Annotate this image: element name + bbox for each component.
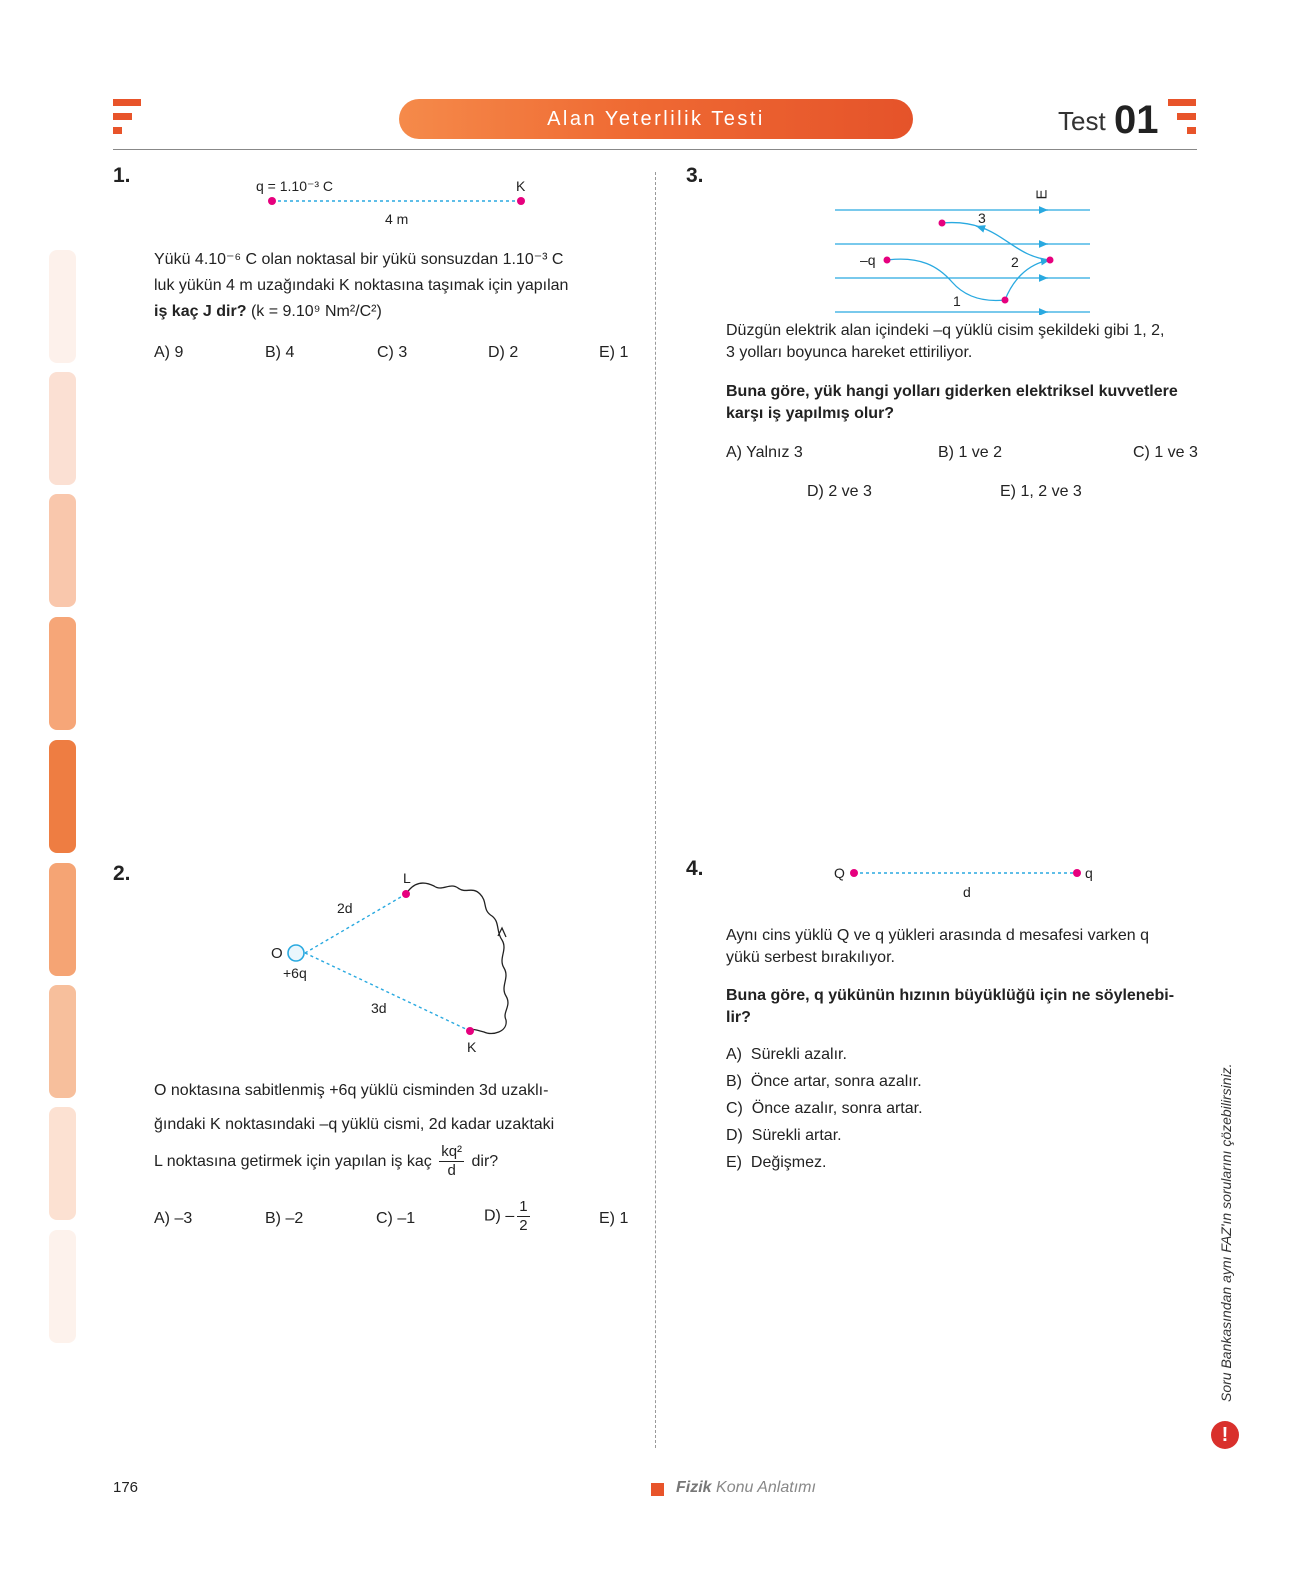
q4-option-b[interactable]: B) Önce artar, sonra azalır. <box>726 1073 922 1090</box>
test-number: 01 <box>1114 98 1159 142</box>
q2-option-c[interactable]: C) –1 <box>376 1210 416 1227</box>
q4-option-c[interactable]: C) Önce azalır, sonra artar. <box>726 1100 923 1117</box>
q3-fig-charge-label: –q <box>860 252 876 268</box>
q1-fig-charge-label: q = 1.10⁻³ C <box>256 178 334 194</box>
footer-square-icon <box>651 1483 664 1496</box>
q3-fig-path2-label: 2 <box>1011 254 1019 270</box>
side-tab[interactable] <box>49 494 76 607</box>
start-point <box>884 257 891 264</box>
q3-fig-e-label: E <box>1033 189 1051 200</box>
q3-line: Düzgün elektrik alan içindeki –q yüklü cisim şekildeki gibi 1, 2, <box>726 322 1165 339</box>
question-3-prompt <box>726 381 1206 425</box>
q2-line: ğındaki K noktasındaki –q yüklü cismi, 2d kadar uzaktaki <box>154 1116 555 1133</box>
point-l <box>402 890 410 898</box>
q2-option-d[interactable] <box>484 1198 533 1235</box>
side-tab[interactable] <box>49 985 76 1098</box>
q2-line3a: L noktasına getirmek için yapılan iş kaç <box>154 1153 432 1170</box>
q1-option-d[interactable]: D) 2 <box>488 344 519 361</box>
side-tab[interactable] <box>49 1107 76 1220</box>
header-rule <box>113 149 1197 150</box>
question-4-number: 4. <box>686 857 704 880</box>
question-4-prompt <box>726 985 1206 1029</box>
question-3-number: 3. <box>686 164 704 187</box>
footer-subject: Fizik <box>676 1479 712 1496</box>
q3-prompt-line: karşı iş yapılmış olur? <box>726 405 895 422</box>
q3-option-a[interactable]: A) Yalnız 3 <box>726 444 803 461</box>
side-tab[interactable] <box>49 250 76 363</box>
q1-fig-distance-label: 4 m <box>385 211 409 227</box>
test-label: Test <box>1058 106 1106 136</box>
q2-frac-num: kq² <box>441 1143 463 1161</box>
page-number: 176 <box>113 1479 139 1496</box>
question-1-number: 1. <box>113 164 131 187</box>
q2-option-a[interactable]: A) –3 <box>154 1210 193 1227</box>
header-title: Alan Yeterlilik Testi <box>399 99 913 139</box>
q3-prompt-line: Buna göre, yük hangi yolları giderken elektriksel kuvvetlere <box>726 383 1178 400</box>
q4-option-a[interactable]: A) Sürekli azalır. <box>726 1046 847 1063</box>
side-tab[interactable] <box>49 740 76 853</box>
q2-fig-3d-label: 3d <box>371 1000 387 1016</box>
charge-q-small <box>1073 869 1081 877</box>
q1-line <box>154 299 628 325</box>
q2-option-d-den: 2 <box>519 1217 528 1234</box>
q3-option-d[interactable]: D) 2 ve 3 <box>807 483 872 500</box>
column-divider <box>655 172 656 1448</box>
q3-option-e[interactable]: E) 1, 2 ve 3 <box>1000 483 1082 500</box>
q3-option-c[interactable]: C) 1 ve 3 <box>1133 444 1198 461</box>
q4-prompt-line: lir? <box>726 1009 751 1026</box>
footer-title <box>676 1479 816 1497</box>
q1-option-c[interactable]: C) 3 <box>377 344 408 361</box>
point-k <box>517 197 525 205</box>
q4-line: Aynı cins yüklü Q ve q yükleri arasında d mesafesi varken q <box>726 927 1150 944</box>
q4-option-d[interactable]: D) Sürekli artar. <box>726 1127 842 1144</box>
q2-option-e[interactable]: E) 1 <box>599 1210 629 1227</box>
question-2-number: 2. <box>113 862 131 885</box>
question-2-text <box>154 1074 628 1182</box>
question-3-text <box>726 320 1206 364</box>
q1-option-e[interactable]: E) 1 <box>599 344 629 361</box>
question-2-figure <box>260 860 530 1060</box>
side-tab[interactable] <box>49 617 76 730</box>
q1-line: luk yükün 4 m uzağındaki K noktasına taşımak için yapılan <box>154 277 569 294</box>
q2-option-b[interactable]: B) –2 <box>265 1210 304 1227</box>
q2-fraction <box>439 1143 464 1180</box>
side-note: Soru Bankasından aynı FAZ'ın sorularını çözebilirsiniz. <box>1218 1063 1234 1402</box>
q2-line3b: dir? <box>471 1153 499 1170</box>
question-3-figure <box>830 170 1100 315</box>
q4-fig-d-label: d <box>963 884 971 900</box>
q4-fig-q-label: q <box>1085 865 1093 881</box>
q1-option-a[interactable]: A) 9 <box>154 344 184 361</box>
q2-frac-den: d <box>447 1162 456 1180</box>
q3-fig-path3-label: 3 <box>978 210 986 226</box>
point-3 <box>939 220 946 227</box>
q3-fig-path1-label: 1 <box>953 293 961 309</box>
q2-option-d-num: 1 <box>519 1198 528 1215</box>
q4-option-e[interactable]: E) Değişmez. <box>726 1154 827 1171</box>
q2-option-d-prefix: D) – <box>484 1207 515 1225</box>
charge-q-big <box>850 869 858 877</box>
q1-option-b[interactable]: B) 4 <box>265 344 295 361</box>
point-2 <box>1047 257 1054 264</box>
q2-fig-k-label: K <box>467 1039 477 1055</box>
q4-prompt-line: Buna göre, q yükünün hızının büyüklüğü için ne söylenebi- <box>726 987 1175 1004</box>
side-tab[interactable] <box>49 863 76 976</box>
point-k <box>466 1027 474 1035</box>
q1-question-bold: iş kaç J dir? <box>154 303 247 320</box>
q2-fig-2d-label: 2d <box>337 900 353 916</box>
q4-fig-Q-label: Q <box>834 865 845 881</box>
q2-line <box>154 1142 628 1182</box>
side-tab[interactable] <box>49 1230 76 1343</box>
q3-option-b[interactable]: B) 1 ve 2 <box>938 444 1003 461</box>
side-tab[interactable] <box>49 372 76 485</box>
q2-fig-l-label: L <box>403 870 411 886</box>
q2-line: O noktasına sabitlenmiş +6q yüklü cisminden 3d uzaklı- <box>154 1082 549 1099</box>
q3-line: 3 yolları boyunca hareket ettiriliyor. <box>726 344 973 361</box>
q1-fig-k-label: K <box>516 178 526 194</box>
question-1-text <box>154 247 628 325</box>
charge-point <box>268 197 276 205</box>
q2-fig-o-label: O <box>271 945 283 962</box>
q2-fig-charge-label: +6q <box>283 965 307 981</box>
question-4-text <box>726 925 1206 969</box>
q4-line: yükü serbest bırakılıyor. <box>726 949 895 966</box>
footer-subtitle: Konu Anlatımı <box>716 1479 816 1496</box>
q2-option-d-frac <box>517 1198 529 1235</box>
point-1 <box>1002 297 1009 304</box>
q1-question-rest: (k = 9.10⁹ Nm²/C²) <box>246 303 382 320</box>
charge-o <box>288 945 304 961</box>
q1-line: Yükü 4.10⁻⁶ C olan noktasal bir yükü sonsuzdan 1.10⁻³ C <box>154 251 564 268</box>
warning-icon: ! <box>1211 1421 1239 1449</box>
